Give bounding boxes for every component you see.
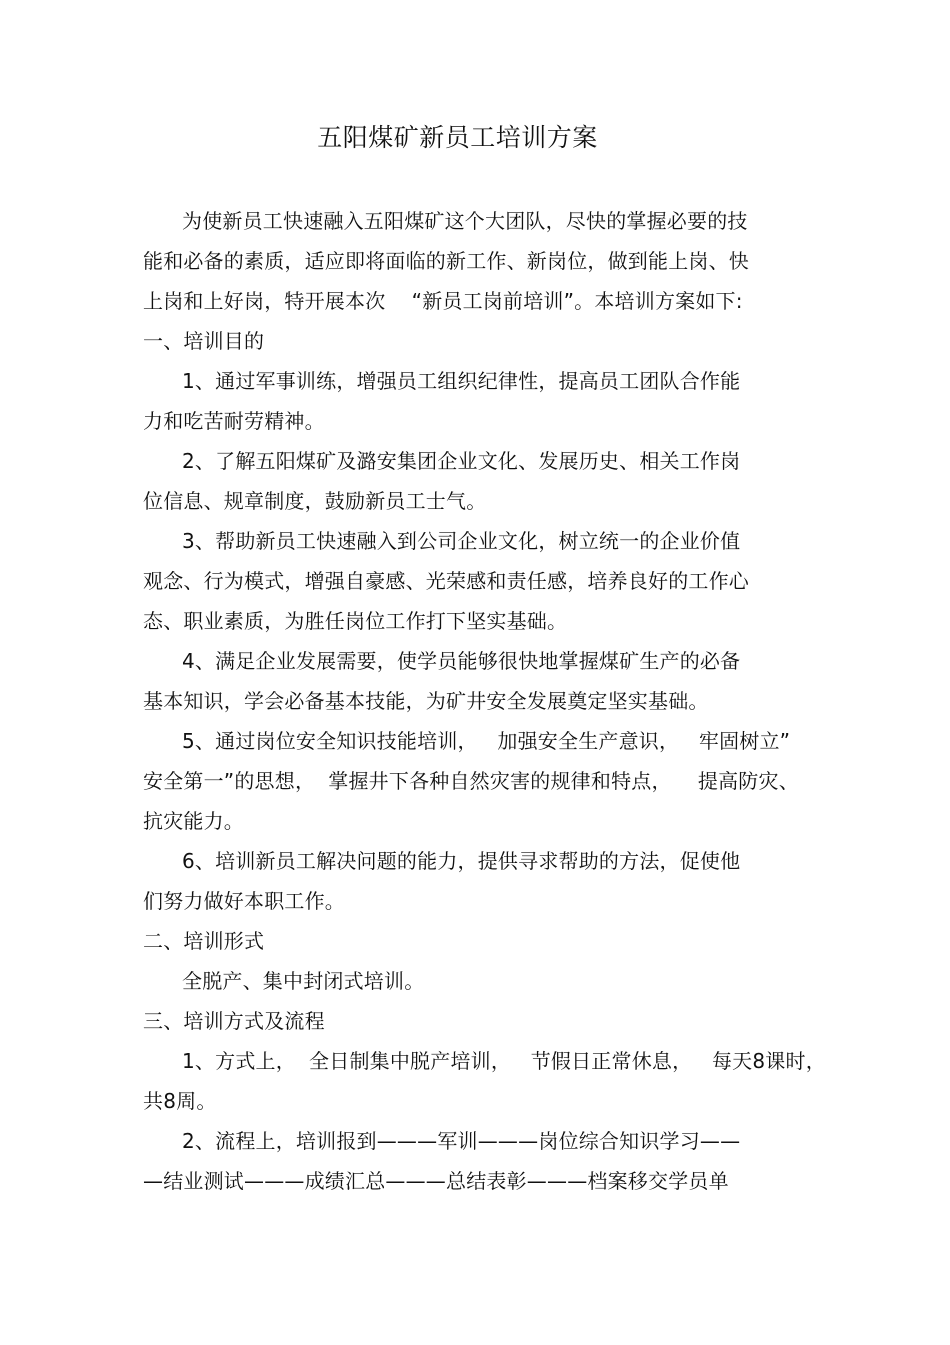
section-heading-method: 三、培训方式及流程 — [143, 1009, 325, 1033]
purpose-item-3-line-2: 观念、行为模式，增强自豪感、光荣感和责任感，培养良好的工作心 — [143, 569, 749, 593]
purpose-item-2-line-2: 位信息、规章制度，鼓励新员工士气。 — [143, 489, 487, 513]
purpose-item-1-line-2: 力和吃苦耐劳精神。 — [143, 409, 325, 433]
method-item-2-line-1: 2、流程上，培训报到———军训———岗位综合知识学习—— — [182, 1129, 741, 1153]
paragraph-intro-line-2: 能和必备的素质，适应即将面临的新工作、新岗位，做到能上岗、快 — [143, 249, 749, 273]
purpose-item-5-line-2: 安全第一”的思想， 掌握井下各种自然灾害的规律和特点， 提高防灾、 — [143, 769, 799, 793]
section-heading-purpose: 一、培训目的 — [143, 329, 265, 353]
method-item-1-line-2: 共8周。 — [143, 1089, 217, 1113]
purpose-item-3-line-3: 态、职业素质，为胜任岗位工作打下坚实基础。 — [143, 609, 568, 633]
purpose-item-5-line-3: 抗灾能力。 — [143, 809, 244, 833]
purpose-item-5-line-1: 5、通过岗位安全知识技能培训， 加强安全生产意识， 牢固树立” — [182, 729, 791, 753]
purpose-item-4-line-2: 基本知识，学会必备基本技能，为矿井安全发展奠定坚实基础。 — [143, 689, 709, 713]
paragraph-intro-line-3: 上岗和上好岗，特开展本次 “新员工岗前培训”。本培训方案如下: — [143, 289, 743, 313]
purpose-item-1-line-1: 1、通过军事训练，增强员工组织纪律性，提高员工团队合作能 — [182, 369, 741, 393]
section-heading-form: 二、培训形式 — [143, 929, 265, 953]
purpose-item-2-line-1: 2、了解五阳煤矿及潞安集团企业文化、发展历史、相关工作岗 — [182, 449, 741, 473]
purpose-item-6-line-2: 们努力做好本职工作。 — [143, 889, 345, 913]
purpose-item-6-line-1: 6、培训新员工解决问题的能力，提供寻求帮助的方法，促使他 — [182, 849, 741, 873]
form-text: 全脱产、集中封闭式培训。 — [182, 969, 425, 993]
paragraph-intro-line-1: 为使新员工快速融入五阳煤矿这个大团队，尽快的掌握必要的技 — [182, 209, 748, 233]
method-item-2-line-2: —结业测试———成绩汇总———总结表彰———档案移交学员单 — [143, 1169, 729, 1193]
document-title: 五阳煤矿新员工培训方案 — [317, 123, 598, 152]
purpose-item-3-line-1: 3、帮助新员工快速融入到公司企业文化，树立统一的企业价值 — [182, 529, 741, 553]
method-item-1-line-1: 1、方式上， 全日制集中脱产培训， 节假日正常休息， 每天8课时， — [182, 1049, 826, 1073]
purpose-item-4-line-1: 4、满足企业发展需要，使学员能够很快地掌握煤矿生产的必备 — [182, 649, 741, 673]
